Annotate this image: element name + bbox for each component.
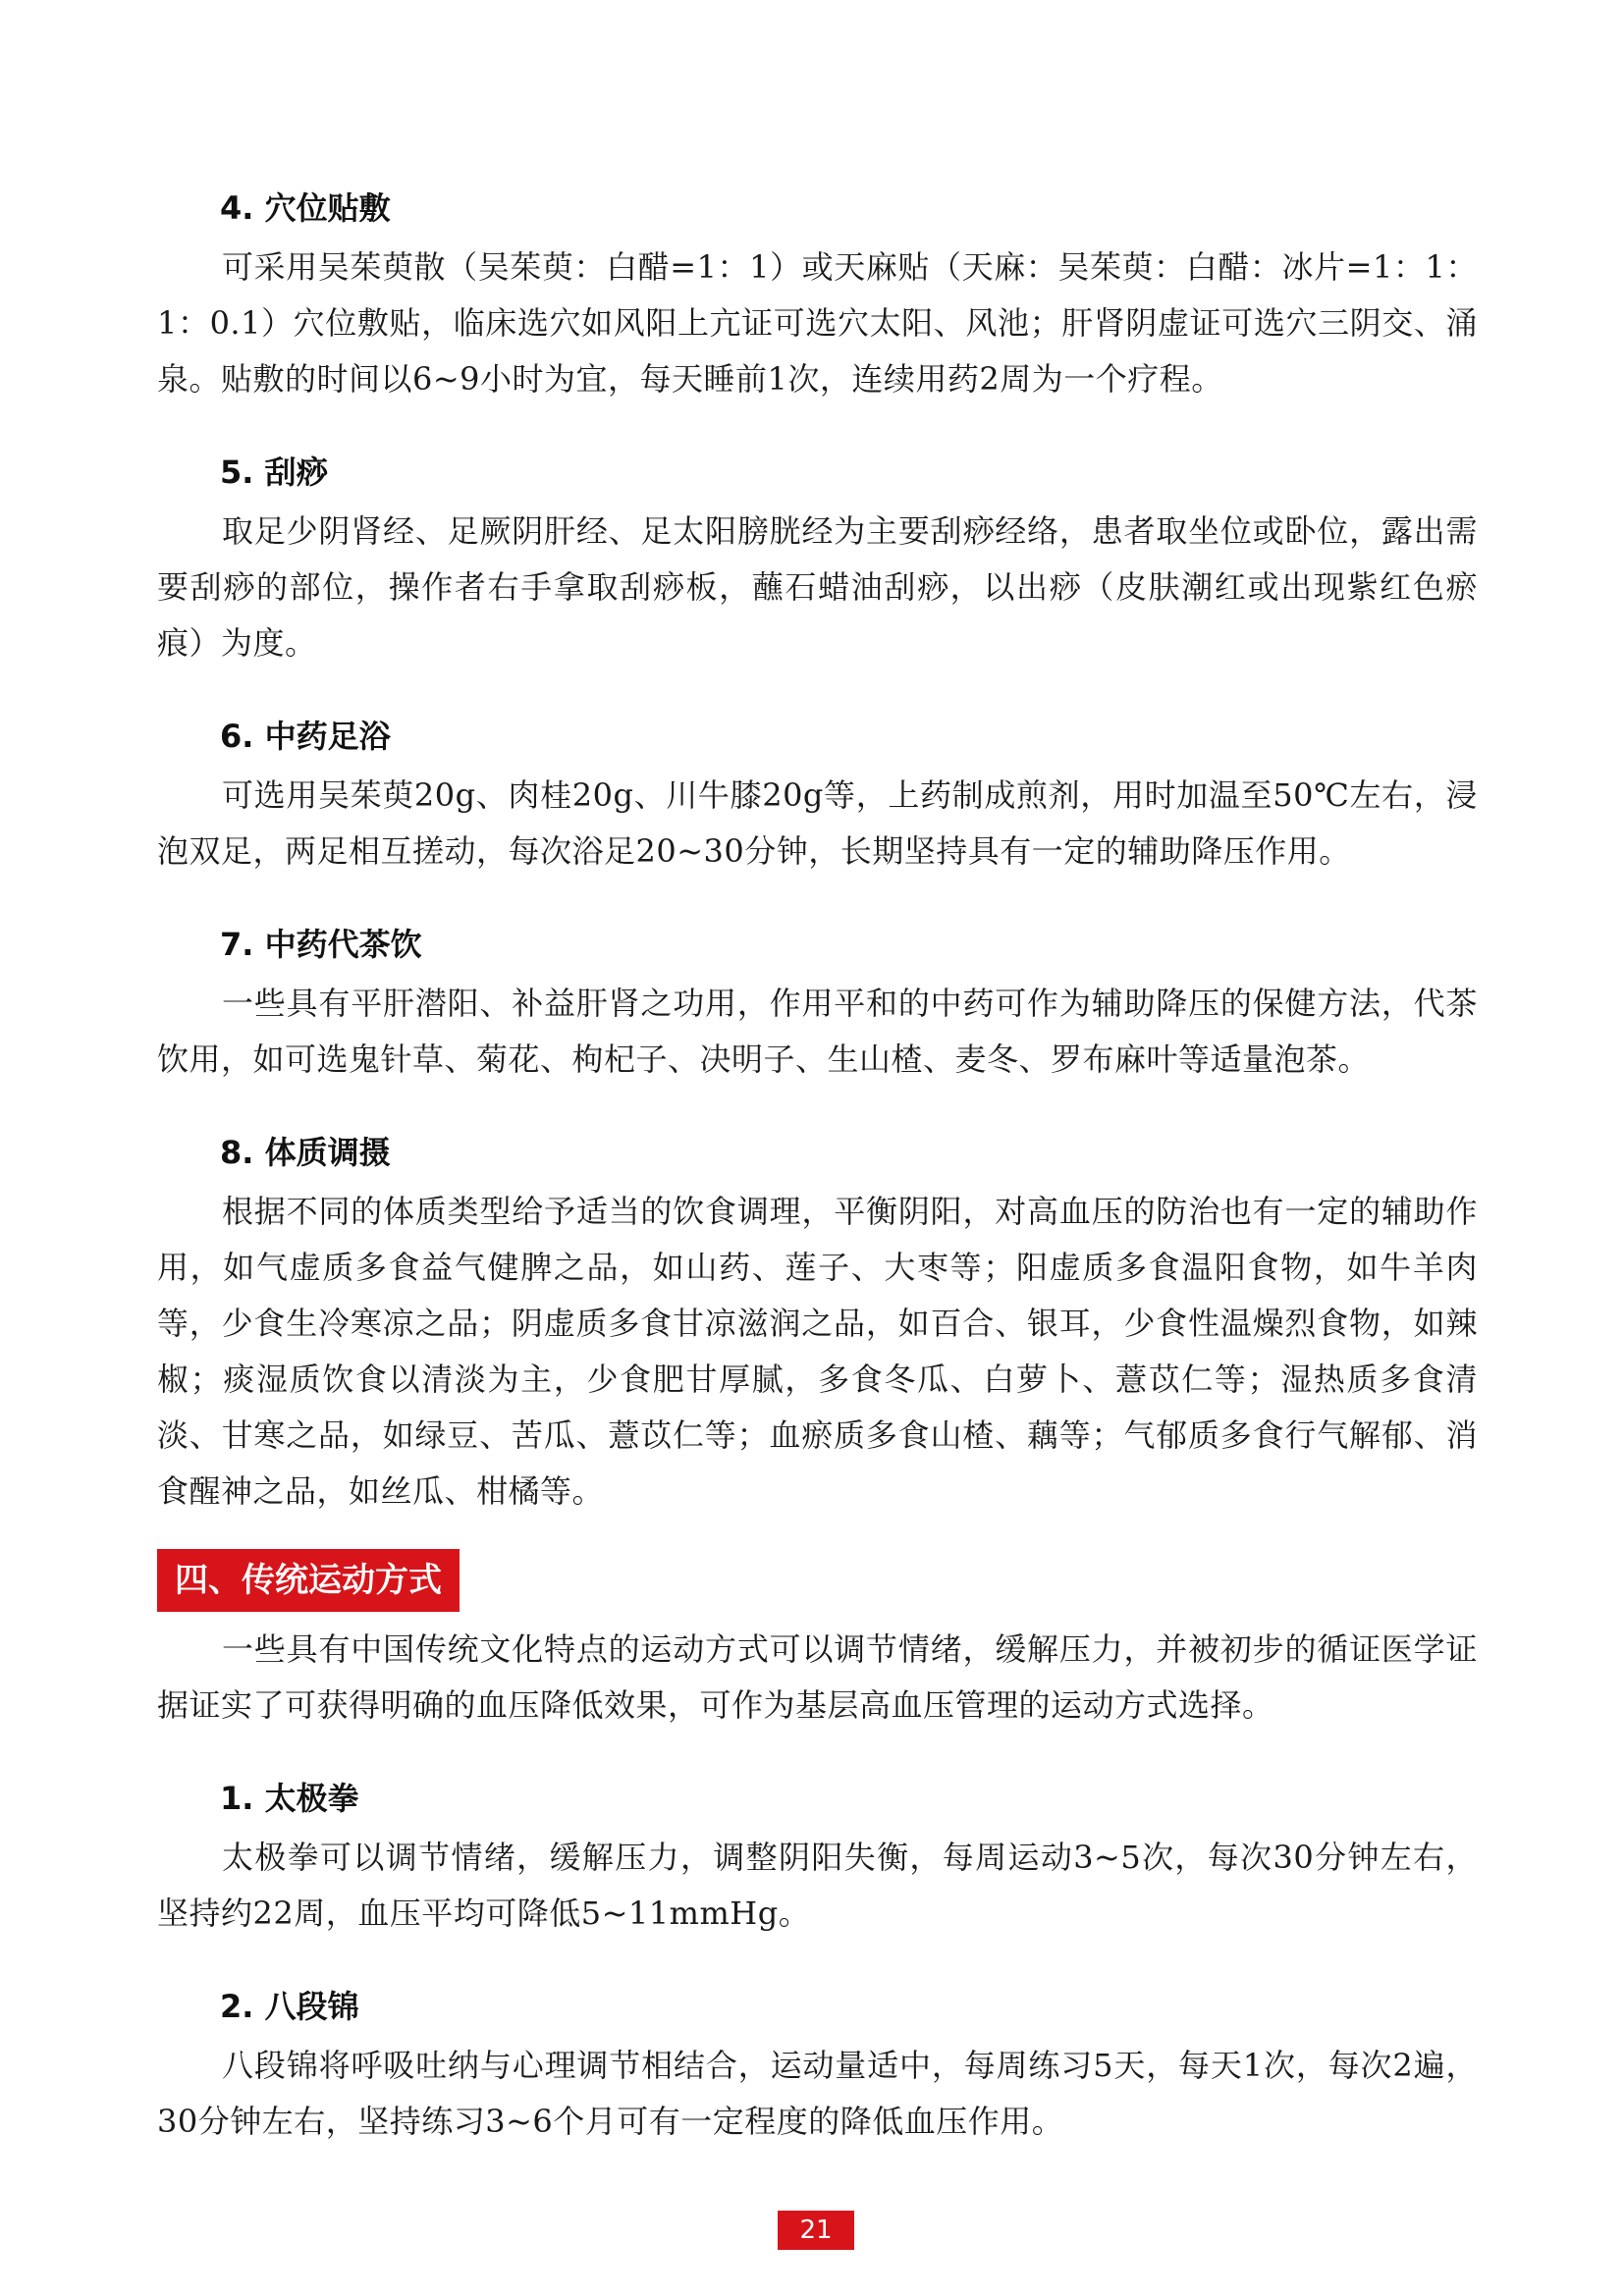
paragraph: 八段锦将呼吸吐纳与心理调节相结合，运动量适中，每周练习5天，每天1次，每次2遍，30分钟左右，坚持练习3~6个月可有一定程度的降低血压作用。 <box>157 2047 1478 2140</box>
section-tai-chi <box>157 1777 1478 1942</box>
subheading: 7. 中药代茶饮 <box>220 926 422 963</box>
section-acupoint-application <box>157 187 1478 407</box>
paragraph: 根据不同的体质类型给予适当的饮食调理，平衡阴阳，对高血压的防治也有一定的辅助作用，如气虚质多食益气健脾之品，如山药、莲子、大枣等；阳虚质多食温阳食物，如牛羊肉等，少食生冷寒凉之品；阴虚质多食甘凉滋润之品，如百合、银耳，少食性温燥烈食物，如辣椒；痰湿质饮食以清淡为主，少食肥甘厚腻，多食冬瓜、白萝卜、薏苡仁等；湿热质多食清淡、甘寒之品，如绿豆、苦瓜、薏苡仁等；血瘀质多食山楂、藕等；气郁质多食行气解郁、消食醒神之品，如丝瓜、柑橘等。 <box>157 1193 1478 1510</box>
subheading: 8. 体质调摄 <box>220 1134 391 1171</box>
paragraph: 可采用吴茱萸散（吴茱萸：白醋=1：1）或天麻贴（天麻：吴茱萸：白醋：冰片=1：1：1：0.1）穴位敷贴，临床选穴如风阳上亢证可选穴太阳、风池；肝肾阴虚证可选穴三阴交、涌泉。贴敷的时间以6~9小时为宜，每天睡前1次，连续用药2周为一个疗程。 <box>157 248 1478 398</box>
paragraph: 取足少阴肾经、足厥阴肝经、足太阳膀胱经为主要刮痧经络，患者取坐位或卧位，露出需要刮痧的部位，操作者右手拿取刮痧板，蘸石蜡油刮痧，以出痧（皮肤潮红或出现紫红色瘀痕）为度。 <box>157 512 1478 662</box>
subheading: 4. 穴位贴敷 <box>220 189 391 227</box>
paragraph: 可选用吴茱萸20g、肉桂20g、川牛膝20g等，上药制成煎剂，用时加温至50℃左右，浸泡双足，两足相互搓动，每次浴足20~30分钟，长期坚持具有一定的辅助降压作用。 <box>157 776 1478 870</box>
subheading: 6. 中药足浴 <box>220 718 391 755</box>
section-constitution-care <box>157 1131 1478 1520</box>
subheading: 2. 八段锦 <box>220 1988 359 2025</box>
section-title-banner: 四、传统运动方式 <box>157 1549 460 1612</box>
paragraph: 太极拳可以调节情绪，缓解压力，调整阴阳失衡，每周运动3~5次，每次30分钟左右，坚持约22周，血压平均可降低5~11mmHg。 <box>157 1839 1478 1932</box>
section-baduanjin <box>157 1985 1478 2150</box>
subheading: 1. 太极拳 <box>220 1780 359 1817</box>
page-number-badge: 21 <box>778 2211 854 2250</box>
section-herbal-tea <box>157 923 1478 1088</box>
section-gua-sha <box>157 451 1478 671</box>
page-content <box>157 187 1478 2150</box>
subheading: 5. 刮痧 <box>220 454 328 491</box>
section-herbal-foot-bath <box>157 715 1478 880</box>
section-intro-paragraph: 一些具有中国传统文化特点的运动方式可以调节情绪，缓解压力，并被初步的循证医学证据证实了可获得明确的血压降低效果，可作为基层高血压管理的运动方式选择。 <box>157 1630 1478 1724</box>
paragraph: 一些具有平肝潜阳、补益肝肾之功用，作用平和的中药可作为辅助降压的保健方法，代茶饮用，如可选鬼针草、菊花、枸杞子、决明子、生山楂、麦冬、罗布麻叶等适量泡茶。 <box>157 985 1478 1078</box>
